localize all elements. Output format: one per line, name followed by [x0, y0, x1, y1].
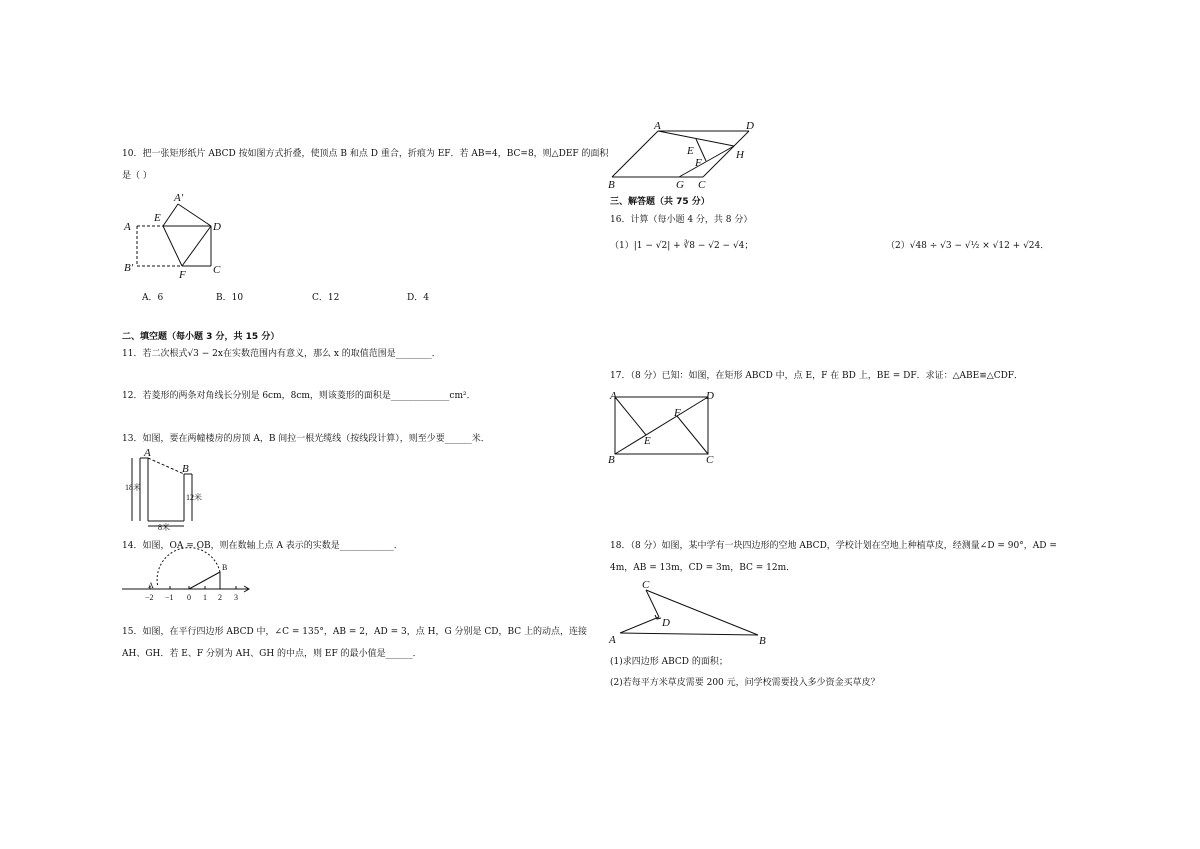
- q17-text: 17．（8 分）已知：如图，在矩形 ABCD 中，点 E，F 在 BD 上，BE = DF．求证：△ABE≌△CDF．: [610, 371, 1024, 381]
- q18-label-D: D: [662, 617, 670, 629]
- q15-label-C: C: [698, 179, 706, 191]
- q13-text: 13．如图，要在两幢楼房的房顶 A，B 间拉一根光缆线（按线段计算），则至少要______米．: [122, 434, 490, 444]
- q15-label-F: F: [695, 157, 702, 169]
- q16-text: 16．计算（每小题 4 分，共 8 分）: [610, 215, 753, 225]
- q13-bottom-width: 8米: [158, 523, 170, 532]
- section3-title: 三、解答题（共 75 分）: [610, 197, 710, 207]
- q13-label-A: A: [144, 447, 151, 459]
- q17-label-A: A: [610, 390, 617, 402]
- q14-figure: [122, 555, 262, 605]
- q10-line1: 10．把一张矩形纸片 ABCD 按如图方式折叠，使顶点 B 和点 D 重合，折痕为 EF．若 AB=4，BC=8，则△DEF 的面积: [122, 149, 609, 159]
- q13-label-B: B: [182, 463, 189, 475]
- q15-figure: [606, 120, 766, 195]
- q17-label-C: C: [706, 454, 714, 466]
- q18-label-B: B: [759, 635, 766, 647]
- q10-option-d: D．4: [407, 293, 429, 303]
- q17-figure: [606, 388, 722, 468]
- q14-label-A: A: [148, 581, 154, 590]
- q13-figure: [122, 448, 212, 532]
- q18-part2: (2)若每平方米草皮需要 200 元，问学校需要投入多少资金买草皮？: [610, 678, 880, 688]
- q13-right-height: 12米: [186, 493, 202, 502]
- q10-label-F: F: [179, 269, 186, 281]
- q10-label-C: C: [213, 264, 221, 276]
- q11-text: 11．若二次根式√3 − 2x在实数范围内有意义，那么 x 的取值范围是________．: [122, 349, 441, 359]
- q18-line1: 18．（8 分）如图，某中学有一块四边形的空地 ABCD，学校计划在空地上种植草皮，经测量∠D = 90°，AD =: [610, 541, 1057, 551]
- q18-label-C: C: [642, 579, 650, 591]
- q15-label-D: D: [746, 120, 754, 132]
- q15-label-A: A: [654, 120, 661, 132]
- q18-figure: [606, 578, 776, 648]
- q16-part1: （1）|1 − √2| + ∛8 − √2 − √4；: [610, 241, 754, 251]
- section2-title: 二、填空题（每小题 3 分，共 15 分）: [122, 332, 280, 342]
- q17-label-F: F: [674, 407, 681, 419]
- q14-label-B: B: [222, 563, 228, 572]
- q18-part1: (1)求四边形 ABCD 的面积；: [610, 657, 728, 667]
- q14-tick-neg1: −1: [165, 593, 174, 602]
- q17-label-D: D: [706, 390, 714, 402]
- q15-label-E: E: [687, 145, 694, 157]
- q15-label-B: B: [608, 179, 615, 191]
- q10-option-a: A．6: [142, 293, 164, 303]
- q10-label-A: A: [124, 221, 131, 233]
- q10-option-b: B．10: [216, 293, 244, 303]
- q10-label-D: D: [213, 221, 221, 233]
- q13-left-height: 18米: [125, 483, 141, 492]
- q17-label-B: B: [608, 454, 615, 466]
- q14-tick-2: 2: [218, 593, 222, 602]
- q17-label-E: E: [644, 435, 651, 447]
- q14-tick-0: 0: [187, 593, 191, 602]
- q18-label-A: A: [609, 634, 616, 646]
- q16-part2: （2）√48 ÷ √3 − √½ × √12 + √24．: [886, 241, 1050, 251]
- q15-label-H: H: [736, 149, 744, 161]
- q10-figure: [118, 188, 238, 283]
- q10-label-B-prime: B′: [124, 262, 134, 274]
- q14-tick-1: 1: [203, 593, 207, 602]
- q10-label-E: E: [154, 212, 161, 224]
- q14-tick-neg2: −2: [145, 593, 154, 602]
- q15-line2: AH、GH．若 E、F 分别为 AH、GH 的中点，则 EF 的最小值是______．: [122, 649, 422, 659]
- q15-label-G: G: [676, 179, 684, 191]
- q18-line2: 4m，AB = 13m，CD = 3m，BC = 12m．: [610, 563, 796, 573]
- q10-line2: 是（ ）: [122, 171, 152, 181]
- q15-line1: 15．如图，在平行四边形 ABCD 中，∠C = 135°，AB = 2，AD = 3，点 H，G 分别是 CD，BC 上的动点，连接: [122, 627, 587, 637]
- q12-text: 12．若菱形的两条对角线长分别是 6cm，8cm，则该菱形的面积是_____________cm²．: [122, 391, 476, 401]
- q10-option-c: C．12: [312, 293, 340, 303]
- q10-label-A-prime: A′: [174, 192, 184, 204]
- q14-tick-3: 3: [234, 593, 238, 602]
- q14-text: 14．如图，OA = OB，则在数轴上点 A 表示的实数是____________．: [122, 541, 403, 551]
